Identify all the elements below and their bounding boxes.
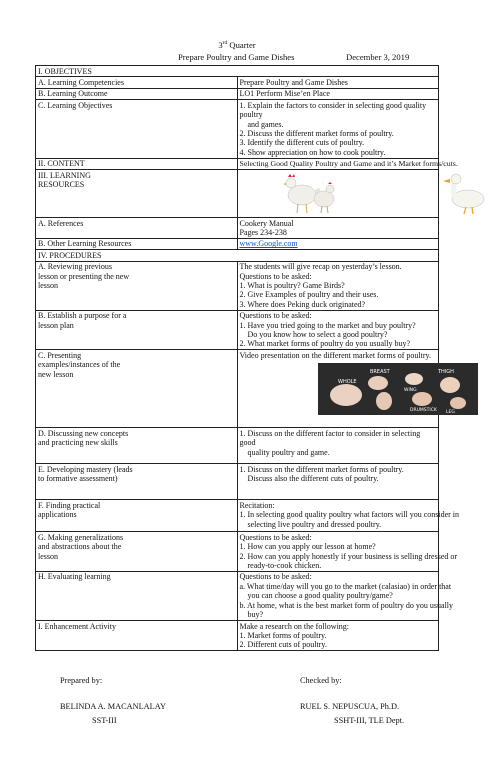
list-item: Questions to be asked: bbox=[239, 271, 312, 281]
list-item: Discuss also the different cuts of poultry. bbox=[247, 474, 379, 484]
row-value bbox=[237, 464, 439, 500]
table-row bbox=[36, 218, 439, 239]
label-line: D. Discussing new concepts bbox=[38, 428, 129, 438]
label-line: A. Reviewing previous bbox=[38, 262, 112, 272]
prepared-by-label: Prepared by: bbox=[60, 676, 103, 685]
label-line: G. Making generalizations bbox=[38, 532, 124, 542]
list-item: 1. What is poultry? Game Birds? bbox=[239, 281, 345, 290]
label-line: lesson bbox=[38, 281, 58, 290]
row-value bbox=[237, 428, 439, 464]
list-item: 4. Show appreciation on how to cook poultry. bbox=[239, 147, 386, 157]
row-value bbox=[237, 350, 455, 428]
label-line: lesson or presenting the new bbox=[38, 271, 130, 281]
label-line: III. LEARNING bbox=[38, 170, 91, 180]
list-item: Do you know how to select a good poultry? bbox=[247, 330, 388, 340]
list-item: a. What time/day will you go to the market (calasiao) in order that bbox=[239, 581, 452, 591]
list-item: Recitation: bbox=[239, 500, 275, 510]
list-item: Questions to be asked: bbox=[239, 532, 312, 542]
poultry-images bbox=[240, 171, 437, 216]
label-line: new lesson bbox=[38, 369, 74, 379]
list-item: The students will give recap on yesterday’s lesson. bbox=[239, 262, 402, 272]
list-item: buy? bbox=[247, 610, 264, 620]
label-line: to formative assessment) bbox=[38, 474, 118, 484]
lesson-title: Prepare Poultry and Game Dishes bbox=[178, 52, 295, 62]
row-value bbox=[237, 261, 439, 310]
market-forms-image bbox=[318, 363, 478, 416]
table-row bbox=[36, 100, 439, 158]
list-item: 2. Discuss the different market forms of poultry. bbox=[239, 128, 394, 138]
list-item: 2. What market forms of poultry do you usually buy? bbox=[239, 339, 410, 349]
label-line: examples/instances of the bbox=[38, 360, 121, 370]
checker-name: RUEL S. NEPUSCUA, Ph.D. bbox=[300, 702, 400, 711]
label-line: lesson plan bbox=[38, 320, 74, 330]
table-row bbox=[36, 77, 439, 88]
row-label: II. CONTENT bbox=[36, 158, 238, 169]
table-row bbox=[36, 350, 439, 428]
row-label bbox=[36, 532, 238, 572]
table-row bbox=[36, 250, 439, 261]
chicken-image bbox=[280, 171, 340, 216]
list-item: 3. Identify the different cuts of poultry. bbox=[239, 138, 365, 148]
svg-text:WING: WING bbox=[403, 388, 417, 394]
table-row bbox=[36, 261, 439, 310]
row-value bbox=[237, 218, 439, 239]
section-objectives: I. OBJECTIVES bbox=[36, 66, 439, 77]
row-label: I. Enhancement Activity bbox=[36, 621, 238, 651]
table-row bbox=[36, 464, 439, 500]
list-item: selecting live poultry and dressed poultry. bbox=[247, 519, 382, 529]
list-item: 3. Where does Peking duck originated? bbox=[239, 299, 366, 309]
list-item: 2. Different cuts of poultry. bbox=[239, 640, 327, 650]
lesson-date: December 3, 2019 bbox=[346, 52, 410, 62]
table-row bbox=[36, 428, 439, 464]
list-item: 1. Explain the factors to consider in selecting good quality poultry bbox=[239, 100, 427, 120]
preparer-name: BELINDA A. MACANLALAY bbox=[60, 702, 166, 711]
list-item: 1. Discuss on the different market forms of poultry. bbox=[239, 464, 404, 474]
svg-text:LEG: LEG bbox=[445, 410, 455, 416]
row-value bbox=[237, 100, 439, 158]
reference-line: Cookery Manual bbox=[239, 218, 294, 228]
row-label bbox=[36, 464, 238, 500]
list-item: 1. Discuss on the different factor to consider in selecting good bbox=[239, 428, 421, 448]
table-row bbox=[36, 621, 439, 651]
row-label bbox=[36, 261, 238, 310]
label-line: E. Developing mastery (leads bbox=[38, 464, 133, 474]
list-item: 2. How can you apply honestly if your business is selling dressed or bbox=[239, 551, 458, 561]
row-label: C. Learning Objectives bbox=[36, 100, 238, 158]
svg-text:DRUMSTICK: DRUMSTICK bbox=[409, 408, 437, 414]
label-line: applications bbox=[38, 510, 77, 520]
row-label: B. Learning Outcome bbox=[36, 88, 238, 99]
list-item: you can choose a good quality poultry/game? bbox=[247, 591, 393, 601]
reference-line: Pages 234-238 bbox=[239, 227, 287, 237]
table-row bbox=[36, 66, 439, 77]
section-procedures: IV. PROCEDURES bbox=[36, 250, 439, 261]
row-value bbox=[237, 238, 439, 249]
label-line: RESOURCES bbox=[38, 179, 85, 189]
list-item: 1. How can you apply our lesson at home? bbox=[239, 542, 376, 552]
quarter-heading: 3rd Quarter bbox=[218, 40, 256, 50]
list-item: Questions to be asked: bbox=[239, 572, 312, 582]
table-row bbox=[36, 88, 439, 99]
table-row bbox=[36, 571, 439, 620]
row-value: LO1 Perform Mise’en Place bbox=[237, 88, 439, 99]
svg-text:WHOLE: WHOLE bbox=[337, 379, 357, 386]
list-item: Make a research on the following: bbox=[239, 621, 350, 631]
row-value bbox=[237, 170, 439, 218]
label-line: lesson bbox=[38, 551, 58, 561]
label-line: C. Presenting bbox=[38, 350, 82, 360]
lesson-plan-table bbox=[35, 65, 460, 651]
svg-text:BREAST: BREAST bbox=[369, 369, 390, 376]
list-item: 1. Have you tried going to the market and buy poultry? bbox=[239, 320, 416, 330]
duck-image bbox=[440, 171, 490, 216]
row-label: A. References bbox=[36, 218, 238, 239]
preparer-title: SST-III bbox=[92, 716, 117, 725]
list-item: Questions to be asked: bbox=[239, 311, 312, 321]
google-link[interactable]: www.Google.com bbox=[239, 239, 298, 249]
row-label bbox=[36, 350, 238, 428]
row-value: Selecting Good Quality Poultry and Game and it’s Market forms/cuts. bbox=[237, 158, 439, 169]
table-row bbox=[36, 310, 439, 350]
label-line: B. Establish a purpose for a bbox=[38, 311, 127, 321]
checker-title: SSHT-III, TLE Dept. bbox=[334, 716, 405, 725]
row-label: B. Other Learning Resources bbox=[36, 238, 238, 249]
table-row bbox=[36, 158, 439, 169]
list-item: and games. bbox=[247, 119, 284, 129]
row-value bbox=[237, 621, 439, 651]
label-line: and abstractions about the bbox=[38, 542, 122, 552]
list-item: b. At home, what is the best market form of poultry do you usually bbox=[239, 600, 454, 610]
checked-by-label: Checked by: bbox=[300, 676, 342, 685]
row-label bbox=[36, 428, 238, 464]
label-line: F. Finding practical bbox=[38, 500, 101, 510]
list-item: quality poultry and game. bbox=[247, 447, 330, 457]
row-label: H. Evaluating learning bbox=[36, 571, 238, 620]
table-row bbox=[36, 238, 439, 249]
table-row bbox=[36, 500, 439, 532]
table-row bbox=[36, 532, 439, 572]
list-item: 1. In selecting good quality poultry what factors will you consider in bbox=[239, 510, 460, 520]
row-value bbox=[237, 310, 439, 350]
list-item: 1. Market forms of poultry. bbox=[239, 630, 327, 640]
row-value bbox=[237, 571, 454, 620]
video-description: Video presentation on the different market forms of poultry. bbox=[239, 350, 431, 360]
svg-text:THIGH: THIGH bbox=[437, 369, 454, 376]
list-item: 2. Give Examples of poultry and their uses. bbox=[239, 290, 379, 300]
table-row bbox=[36, 170, 439, 218]
row-label bbox=[36, 170, 238, 218]
row-label bbox=[36, 310, 238, 350]
row-value bbox=[237, 500, 460, 532]
row-label bbox=[36, 500, 238, 532]
row-value bbox=[237, 532, 458, 572]
row-label: A. Learning Competencies bbox=[36, 77, 238, 88]
list-item: ready-to-cook chicken. bbox=[247, 561, 322, 571]
label-line: and practicing new skills bbox=[38, 438, 118, 448]
row-value: Prepare Poultry and Game Dishes bbox=[237, 77, 439, 88]
